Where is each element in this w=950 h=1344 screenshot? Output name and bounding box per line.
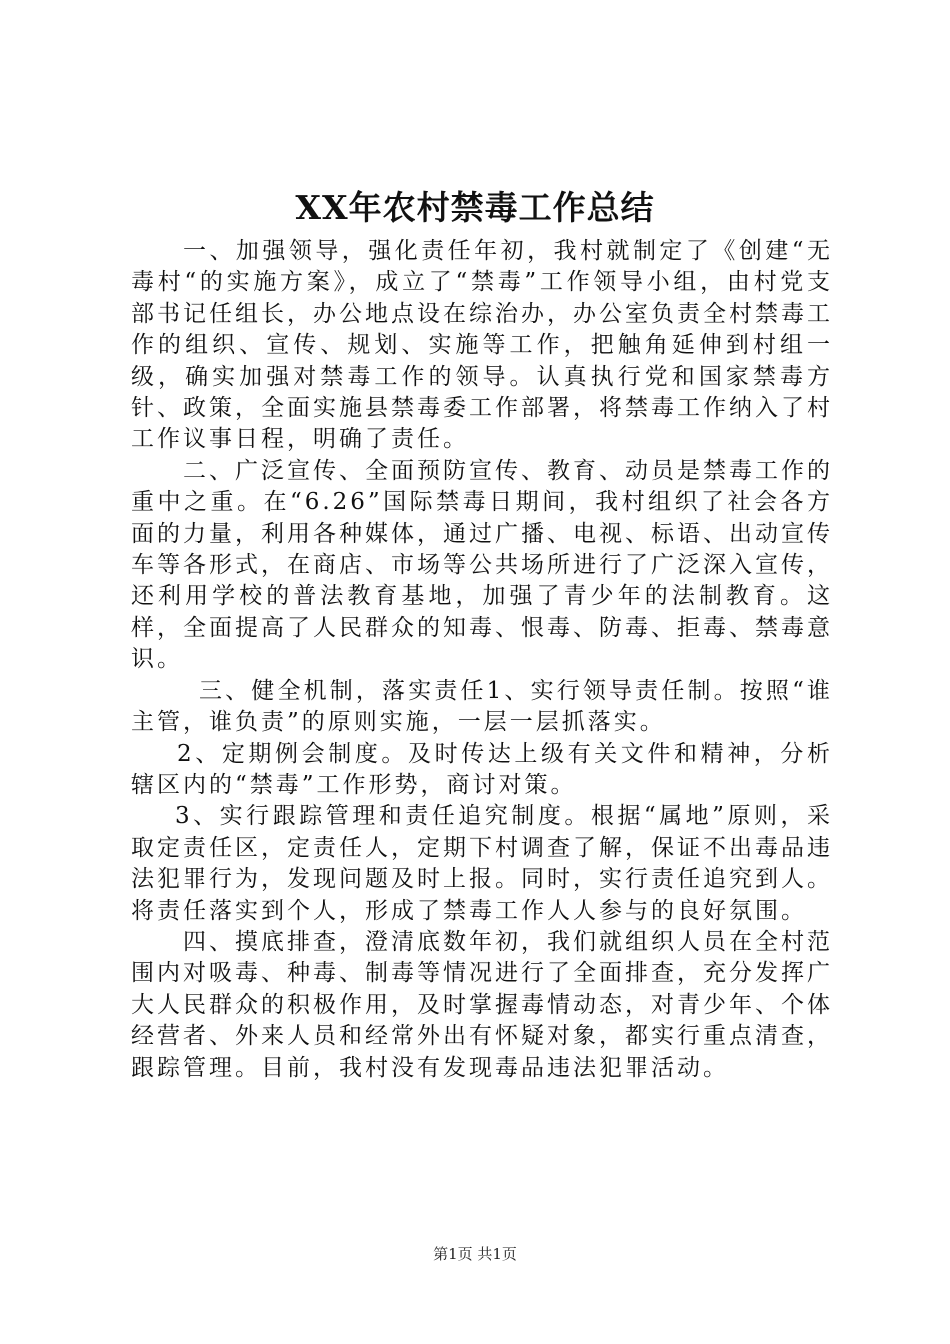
paragraph-regular-meeting: 2、定期例会制度。及时传达上级有关文件和精神，分析辖区内的“禁毒”工作形势，商讨对策。 bbox=[131, 740, 833, 798]
document-title: XX年农村禁毒工作总结 bbox=[295, 188, 655, 227]
paragraph-tracking-management: 3、实行跟踪管理和责任追究制度。根据“属地”原则，采取定责任区，定责任人，定期下村调查了解，保证不出毒品违法犯罪行为，发现问题及时上报。同时，实行责任追究到人。将责任落实到个人，形成了禁毒工作人人参与的良好氛围。 bbox=[131, 803, 833, 924]
paragraph-investigation: 四、摸底排查，澄清底数年初，我们就组织人员在全村范围内对吸毒、种毒、制毒等情况进行了全面排查，充分发挥广大人民群众的积极作用，及时掌握毒情动态，对青少年、个体经营者、外来人员和经常外出有怀疑对象，都实行重点清查，跟踪管理。目前，我村没有发现毒品违法犯罪活动。 bbox=[131, 928, 833, 1081]
paragraph-leadership: 一、加强领导，强化责任年初，我村就制定了《创建“无毒村“的实施方案》，成立了“禁毒”工作领导小组，由村党支部书记任组长，办公地点设在综治办，办公室负责全村禁毒工作的组织、宣传、规划、实施等工作，把触角延伸到村组一级，确实加强对禁毒工作的领导。认真执行党和国家禁毒方针、政策，全面实施县禁毒委工作部署，将禁毒工作纳入了村工作议事日程，明确了责任。 bbox=[131, 238, 833, 453]
paragraph-publicity: 二、广泛宣传、全面预防宣传、教育、动员是禁毒工作的重中之重。在“6.26”国际禁毒日期间，我村组织了社会各方面的力量，利用各种媒体，通过广播、电视、标语、出动宣传车等各形式，在商店、市场等公共场所进行了广泛深入宣传，还利用学校的普法教育基地，加强了青少年的法制教育。这样，全面提高了人民群众的知毒、恨毒、防毒、拒毒、禁毒意识。 bbox=[131, 457, 833, 673]
document-body bbox=[131, 236, 833, 1084]
page-footer: 第1页 共1页 bbox=[433, 1245, 517, 1263]
paragraph-mechanism: 三、健全机制，落实责任1、实行领导责任制。按照“谁主管，谁负责”的原则实施，一层一层抓落实。 bbox=[131, 677, 833, 736]
